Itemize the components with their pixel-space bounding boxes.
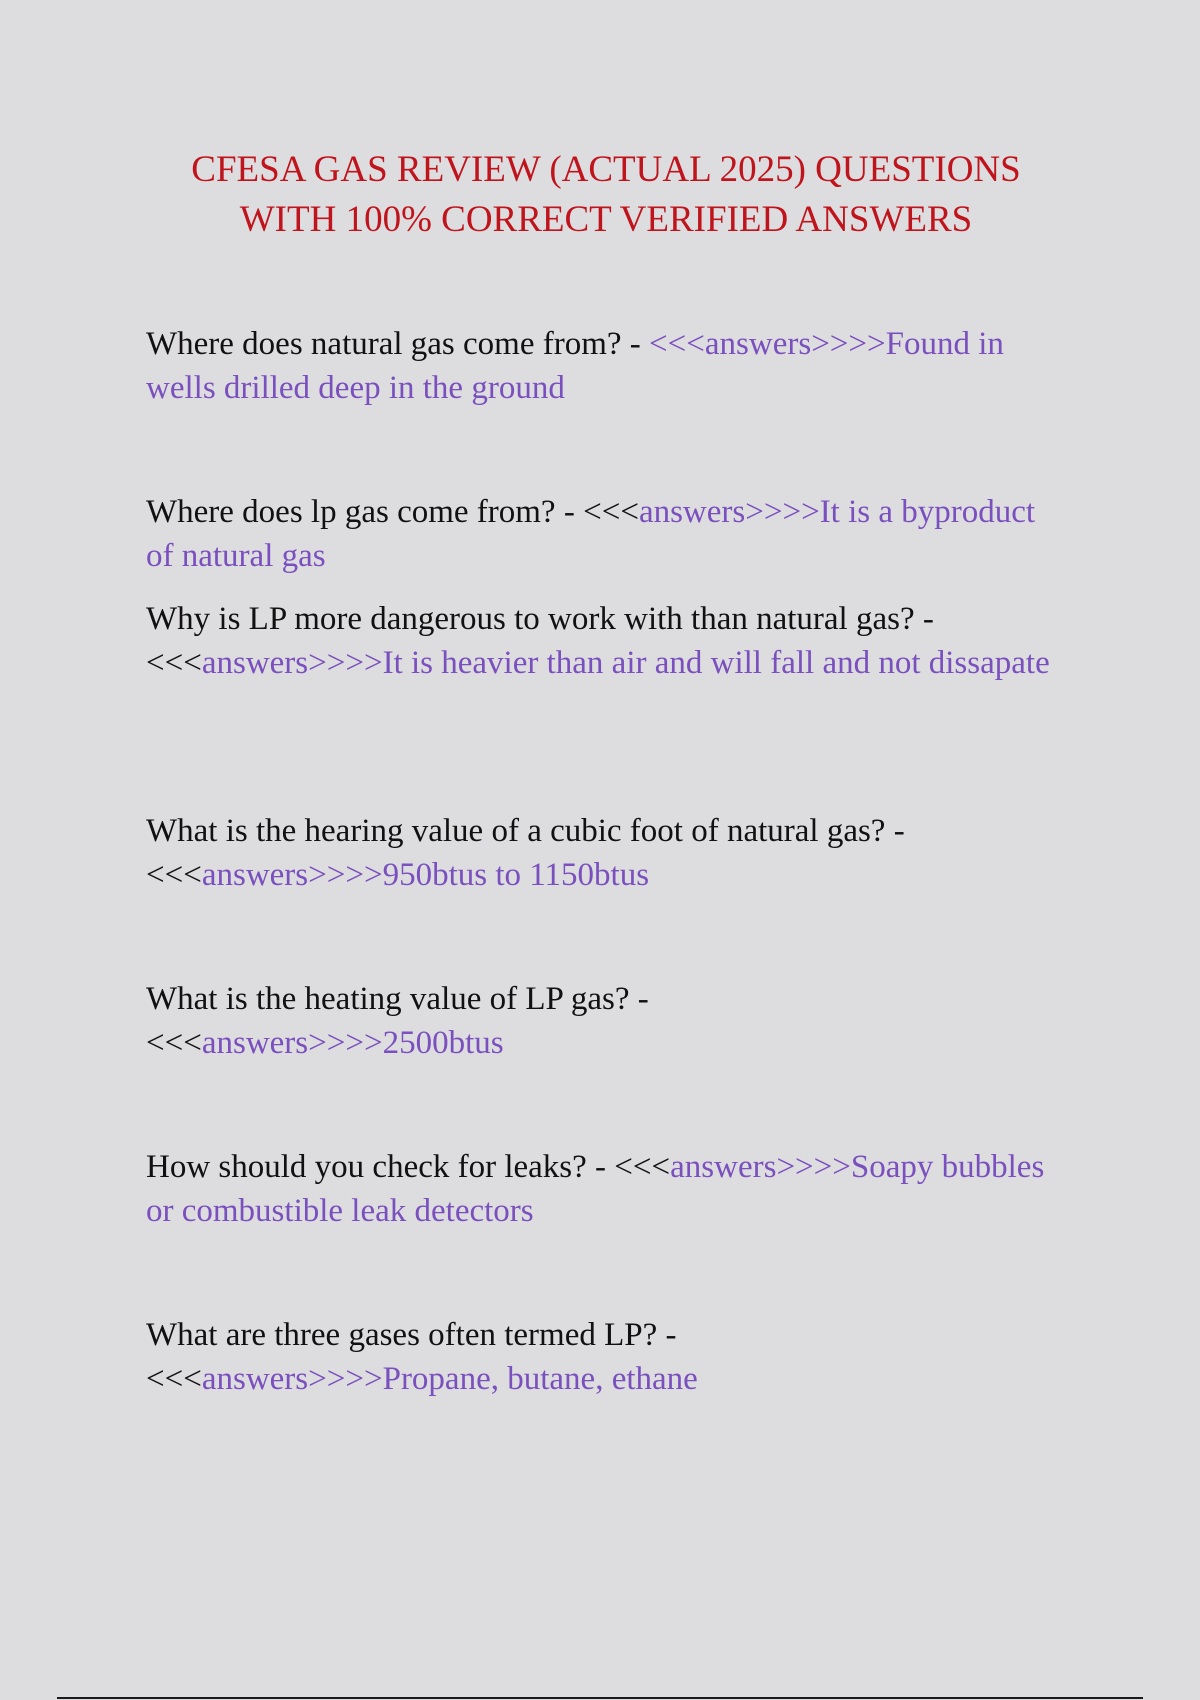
answer-text: Found in wells drilled deep in the ground — [146, 326, 1004, 406]
title-line-2: WITH 100% CORRECT VERIFIED ANSWERS — [239, 199, 973, 240]
qa-item-2 — [146, 490, 1066, 578]
question-text: How should you check for leaks? — [146, 1149, 587, 1185]
answer-open-marker: <<< — [146, 1025, 202, 1061]
question-text: Where does lp gas come from? — [146, 494, 556, 530]
question-text: What is the hearing value of a cubic foot of natural gas? — [146, 813, 886, 849]
question-text: Why is LP more dangerous to work with than natural gas? — [146, 601, 915, 637]
separator: - — [555, 494, 584, 530]
answer-tag: answers>>>> — [638, 494, 820, 530]
answer-tag: answers>>>> — [704, 326, 886, 362]
separator: - — [621, 326, 650, 362]
answer-tag: answers>>>> — [201, 1025, 383, 1061]
qa-item-5 — [146, 977, 1066, 1065]
answer-open-marker: <<< — [583, 494, 639, 530]
separator: - — [914, 601, 934, 637]
bottom-divider — [57, 1697, 1143, 1699]
question-text: What is the heating value of LP gas? — [146, 981, 630, 1017]
answer-text: 950btus to 1150btus — [382, 857, 650, 893]
separator: - — [586, 1149, 615, 1185]
answer-tag: answers>>>> — [670, 1149, 851, 1185]
qa-item-6 — [146, 1145, 1066, 1233]
answer-tag: answers>>>> — [201, 857, 383, 893]
answer-text: It is a byproduct of natural gas — [146, 494, 1036, 574]
document-title — [146, 145, 1066, 245]
separator: - — [885, 813, 905, 849]
qa-item-3 — [146, 597, 1066, 685]
answer-open-marker: <<< — [614, 1149, 671, 1185]
qa-item-4 — [146, 809, 1066, 897]
answer-text: Soapy bubbles or combustible leak detectors — [146, 1149, 1045, 1229]
answer-open-marker: <<< — [146, 857, 202, 893]
answer-open-marker: <<< — [146, 1361, 202, 1397]
separator: - — [657, 1317, 677, 1353]
title-line-1: CFESA GAS REVIEW (ACTUAL 2025) QUESTIONS — [191, 149, 1021, 190]
answer-tag: answers>>>> — [201, 1361, 383, 1397]
answer-tag: answers>>>> — [201, 645, 383, 681]
question-text: Where does natural gas come from? — [146, 326, 622, 362]
separator: - — [629, 981, 649, 1017]
answer-open-marker: <<< — [649, 326, 705, 362]
qa-item-7 — [146, 1313, 1066, 1401]
answer-text: It is heavier than air and will fall and not dissapate — [382, 645, 1050, 681]
qa-item-1 — [146, 322, 1066, 410]
answer-text: 2500btus — [382, 1025, 504, 1061]
answer-text: Propane, butane, ethane — [382, 1361, 698, 1397]
question-text: What are three gases often termed LP? — [146, 1317, 658, 1353]
answer-open-marker: <<< — [146, 645, 202, 681]
